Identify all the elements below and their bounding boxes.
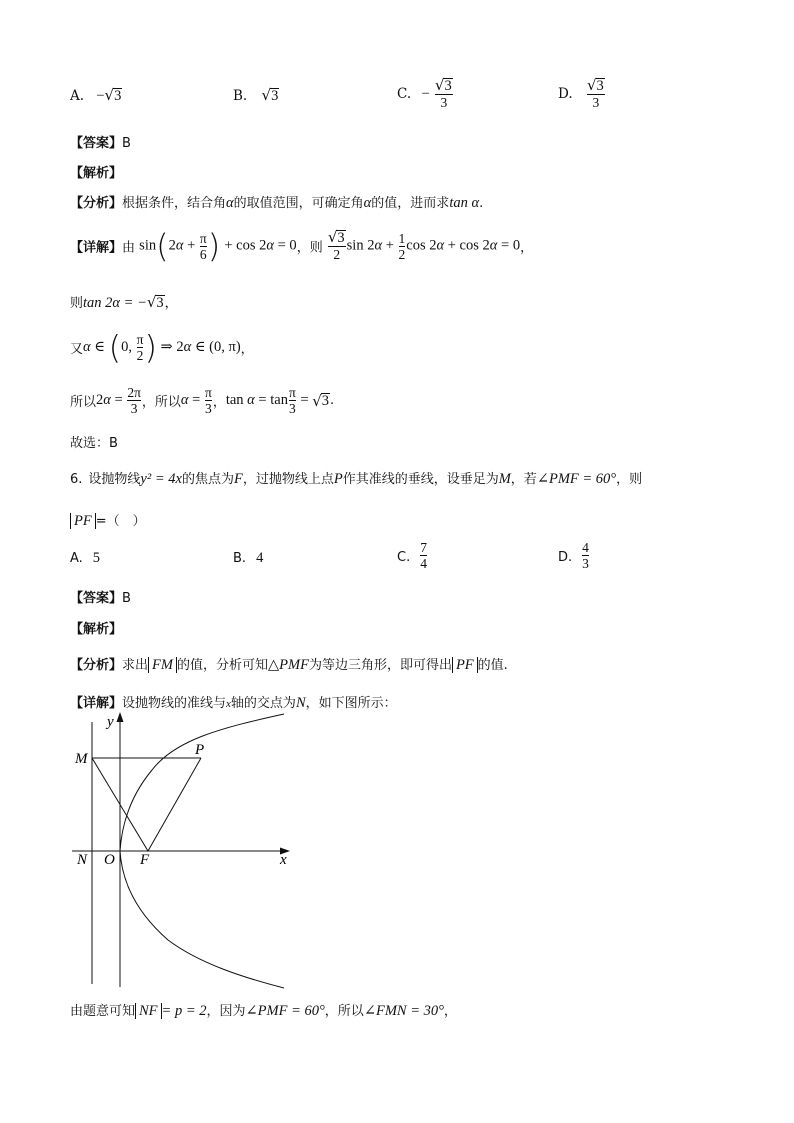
q6-stem-line-2: PF =（ ） bbox=[70, 510, 146, 529]
q6-detail-last-line: 由题意可知 NF = p = 2，因为∠PMF = 60°，所以∠FMN = 30°， bbox=[70, 1003, 457, 1019]
answer-value: B bbox=[122, 136, 131, 151]
option-label: B. bbox=[233, 88, 248, 104]
answer-label: 【答案】 bbox=[70, 136, 123, 151]
minus-sign: − bbox=[421, 86, 430, 102]
parabola-figure bbox=[70, 712, 310, 992]
q5-answer bbox=[70, 132, 131, 151]
q6-option-b: B. 4 bbox=[233, 550, 264, 566]
q5-detail-line-3: 又α ∈ (0, $\frac{\pi}{2}$ ) ⇒ 2α ∈ (0, π)， bbox=[70, 328, 254, 367]
sqrt-symbol: √ bbox=[104, 86, 115, 104]
option-label: D. bbox=[558, 86, 573, 102]
radicand: 3 bbox=[114, 88, 122, 104]
option-label: A. bbox=[70, 88, 85, 104]
q5-detail-line-1: 【详解】由 sin(2α + $\frac{\pi}{6}$ ) + cos 2α = 0，则 $\frac{√3}{2}$ sin 2α + $\frac{1}{2}$ cos 2α + cos 2α = 0， bbox=[70, 227, 534, 265]
q6-option-c: C. $\frac{7}{4}$ bbox=[397, 540, 427, 571]
segment-pf bbox=[148, 758, 201, 851]
q6-options bbox=[70, 540, 690, 582]
q5-detail-line-2: 则tan 2α = −√3， bbox=[70, 293, 178, 311]
fraction: $\frac{√3}{3}$ bbox=[434, 76, 452, 110]
label-n: N bbox=[77, 852, 88, 868]
fraction: $\frac{√3}{3}$ bbox=[586, 76, 604, 110]
label-f: F bbox=[140, 852, 150, 868]
minus-sign: − bbox=[96, 88, 105, 104]
q6-detail-intro: 【详解】设抛物线的准线与x轴的交点为N，如下图所示： bbox=[70, 695, 397, 711]
q6-stem-line-1: 6. 设抛物线y² = 4x的焦点为F，过抛物线上点P作其准线的垂线，设垂足为M，若∠PMF = 60°，则 bbox=[70, 471, 643, 487]
q5-choice: 故选：B bbox=[70, 436, 118, 451]
label-y: y bbox=[107, 714, 114, 730]
y-axis-arrow bbox=[117, 712, 124, 722]
q6-answer: 【答案】B bbox=[70, 591, 131, 606]
sqrt-symbol: √ bbox=[261, 86, 272, 104]
label-x: x bbox=[280, 852, 287, 868]
q5-option-d bbox=[558, 78, 606, 110]
radicand: 3 bbox=[271, 88, 279, 104]
q5-option-c bbox=[397, 78, 454, 110]
q5-detail-line-4: 所以2α = $\frac{2\pi}{3}$ ，所以α = $\frac{\pi}{3}$ ，tan α = tan $\frac{\pi}{3}$ = √3. bbox=[70, 385, 335, 416]
q5-option-b bbox=[233, 86, 279, 104]
label-p: P bbox=[195, 742, 205, 758]
q5-analysis: 【分析】根据条件，结合角α的取值范围，可确定角α的值，进而求tan α. bbox=[70, 195, 484, 211]
q6-option-d: D. $\frac{4}{3}$ bbox=[558, 540, 589, 571]
q6-option-a: A. 5 bbox=[70, 550, 101, 566]
q6-analysis: 【分析】求出 FM 的值，分析可知△PMF为等边三角形，即可得出 PF 的值. bbox=[70, 657, 508, 673]
option-label: C. bbox=[397, 86, 412, 102]
label-o: O bbox=[104, 852, 115, 868]
label-m: M bbox=[75, 751, 88, 767]
q5-jiexi-heading: 【解析】 bbox=[70, 166, 123, 181]
question-number: 6. bbox=[70, 472, 83, 487]
q6-jiexi-heading: 【解析】 bbox=[70, 622, 123, 637]
q5-option-a bbox=[70, 86, 122, 105]
q5-options bbox=[70, 78, 690, 118]
